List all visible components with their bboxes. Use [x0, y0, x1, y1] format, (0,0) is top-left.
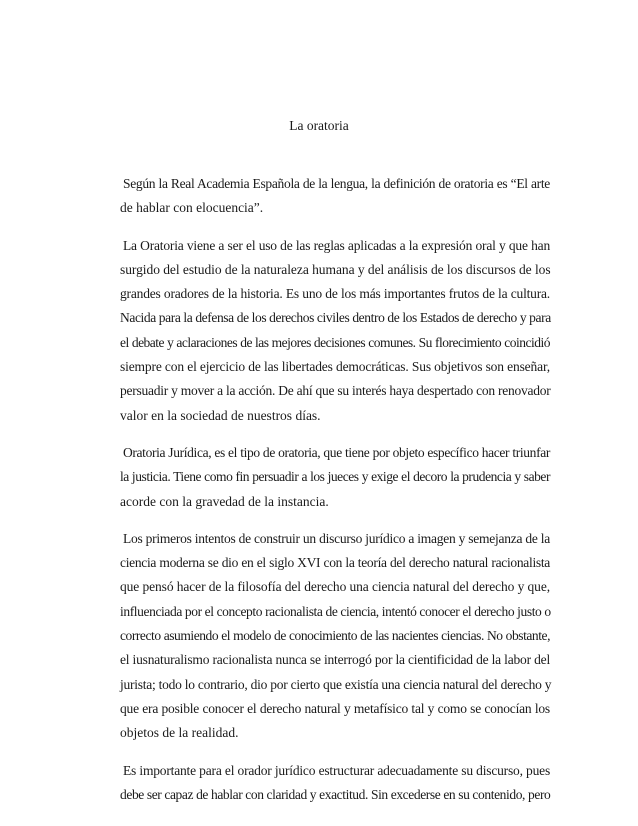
document-body	[117, 172, 550, 820]
text-line: la justicia. Tiene como fin persuadir a los jueces y exige el decoro la prudencia y saber	[120, 469, 550, 485]
text-line: que era posible conocer el derecho natural y metafísico tal y como se conocían los	[120, 700, 550, 716]
text-line: el debate y aclaraciones de las mejores decisiones comunes. Su florecimiento coincidió	[120, 334, 550, 350]
text-line: persuadir y mover a la acción. De ahí que su interés haya despertado con renovador	[120, 383, 551, 399]
text-line: acorde con la gravedad de la instancia.	[120, 493, 329, 509]
paragraph	[117, 441, 550, 514]
paragraph	[117, 759, 550, 808]
text-line: objetos de la realidad.	[120, 725, 239, 741]
text-line: Oratoria Jurídica, es el tipo de oratoria, que tiene por objeto específico hacer triunfar	[123, 444, 550, 460]
text-line: Es importante para el orador jurídico estructurar adecuadamente su discurso, pues	[123, 762, 550, 778]
paragraph	[117, 172, 550, 221]
text-line: ciencia moderna se dio en el siglo XVI con la teoría del derecho natural racionalista	[120, 555, 550, 571]
text-line: debe ser capaz de hablar con claridad y exactitud. Sin excederse en su contenido, pero	[120, 786, 551, 802]
text-line: que pensó hacer de la filosofía del derecho una ciencia natural del derecho y que,	[120, 579, 550, 595]
text-line: jurista; todo lo contrario, dio por cierto que existía una ciencia natural del derecho y	[120, 676, 552, 692]
text-line: siempre con el ejercicio de las libertades democráticas. Sus objetivos son enseñar,	[120, 359, 550, 375]
paragraph	[117, 527, 550, 746]
text-line: influenciada por el concepto racionalista de ciencia, intentó conocer el derecho justo o	[120, 603, 551, 619]
text-line: Los primeros intentos de construir un discurso jurídico a imagen y semejanza de la	[123, 530, 550, 546]
text-line: valor en la sociedad de nuestros días.	[120, 407, 321, 423]
text-line: el iusnaturalismo racionalista nunca se interrogó por la cientificidad de la labor del	[120, 652, 550, 668]
paragraph	[117, 234, 550, 428]
text-line: La Oratoria viene a ser el uso de las reglas aplicadas a la expresión oral y que han	[123, 237, 550, 253]
document-title: La oratoria	[289, 118, 349, 133]
text-line: grandes oradores de la historia. Es uno de los más importantes frutos de la cultura.	[120, 286, 550, 302]
text-line: Según la Real Academia Española de la lengua, la definición de oratoria es “El arte	[123, 176, 550, 191]
text-line: de hablar con elocuencia”.	[120, 200, 264, 216]
text-line: Nacida para la defensa de los derechos civiles dentro de los Estados de derecho y para	[120, 310, 551, 326]
text-line: correcto asumiendo el modelo de conocimiento de las nacientes ciencias. No obstante,	[120, 628, 550, 644]
text-line: surgido del estudio de la naturaleza humana y del análisis de los discursos de los	[120, 261, 551, 277]
